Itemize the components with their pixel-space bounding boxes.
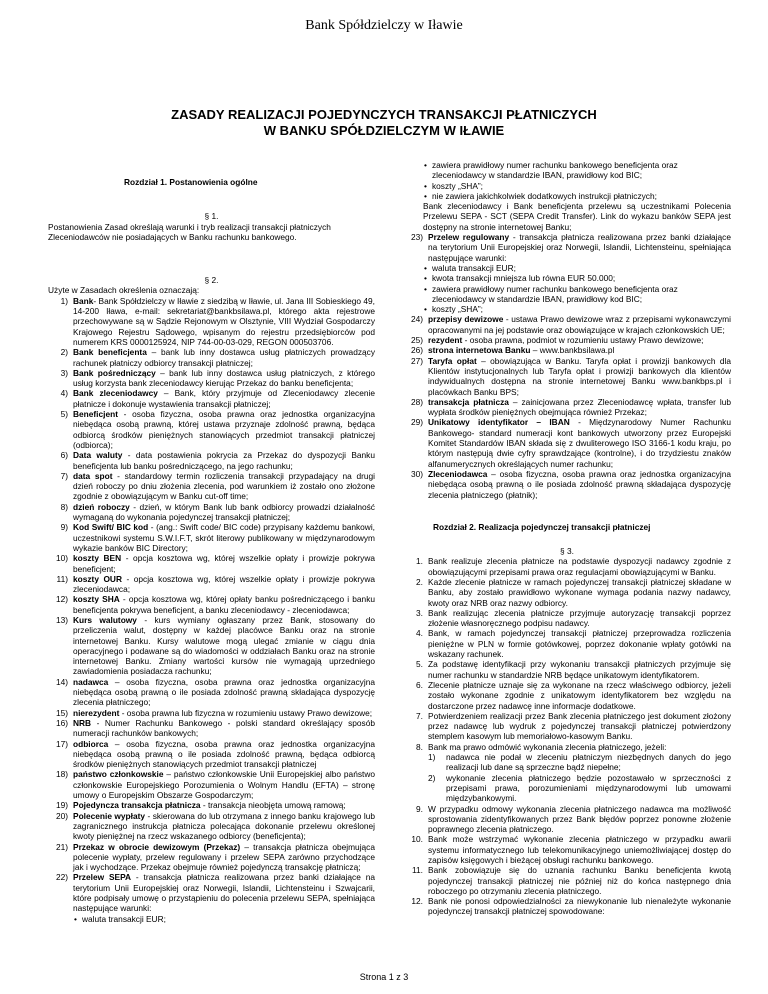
term-description: - osoba fizyczna, osoba prawna oraz jednostka organizacyjna niebędąca osobą prawną, której ustawa przyznaje zdolność prawną, będąca odbiorcą środków pieniężnych stanowiących przedmiot transakcji płatniczej (odbiorca); xyxy=(73,409,375,450)
item-number: 30) xyxy=(410,468,423,479)
item-text: Potwierdzeniem realizacji przez Bank zlecenia płatniczego jest dokument złożony przez nadawcę lub wydruk z pojedynczej transakcji płatniczej potwierdzony stemplem kasowym lub memoriałowo-kasowym Banku. xyxy=(428,710,731,742)
term: Bank pośredniczący xyxy=(73,367,156,378)
term-description: - skierowana do lub otrzymana z innego banku krajowego lub zagranicznego instrukcja płatnicza polecająca dokonanie przelewu określonej kwoty pieniężnej na rzecz wskazanego odbiorcy (beneficjenta); xyxy=(73,810,375,842)
item-text: wykonanie zlecenia płatniczego będzie pozostawało w sprzeczności z przepisami prawa, porozumieniami międzynarodowymi lub umowami międzybankowymi. xyxy=(446,772,731,804)
term-description: - transakcja płatnicza realizowana przez banki działające na terytorium Unii Europejskiej oraz Norwegii, Islandii, Lichtensteinu, spełniająca następujące warunki: xyxy=(428,232,731,263)
term-description: - (ang.: Swift code/ BIC code) przypisany każdemu bankowi, uczestnikowi systemu S.W.I.F.T, skrót literowy publikowany w międzynarodowym wykazie banków BIC Directory; xyxy=(73,522,375,553)
paragraph-3-list xyxy=(403,556,731,752)
definitions-list xyxy=(48,296,375,914)
term: NRB xyxy=(73,717,92,728)
term-description: – osoba fizyczna, osoba prawna oraz jednostka organizacyjna niebędąca osobą prawną o ile posiada zdolność prawną składająca dyspozycję zlecenia płatniczego; xyxy=(73,676,375,708)
item-number: 12) xyxy=(55,594,68,605)
page-footer: Strona 1 z 3 xyxy=(359,972,409,982)
term-description: - ustawa Prawo dewizowe wraz z przepisami wykonawczymi opracowanymi na jej podstawie oraz obowiązujące w krajach członkowskich UE; xyxy=(428,314,731,335)
term-description: - transakcja płatnicza realizowana przez banki działające na terytorium Unii Europejskiej oraz Norwegii, Islandii, Lichtensteinu i Szwajcarii, które podpisały umowę o przystąpieniu do polecenia przelewu SEPA, spełniająca następujące warunki: xyxy=(73,872,375,914)
term: koszty BEN xyxy=(73,553,122,564)
term: transakcja płatnicza xyxy=(428,396,509,407)
list-item xyxy=(403,314,731,335)
paragraph-3-list-cont xyxy=(403,804,731,917)
item-number: 15) xyxy=(55,707,68,718)
item-number: 9) xyxy=(60,522,68,533)
item-number: 14) xyxy=(55,676,68,687)
def22-bullets xyxy=(73,914,375,924)
term-description: – Bank, który przyjmuje od Zleceniodawcy zlecenie płatnicze i dokonuje wystawienia transakcji płatniczej; xyxy=(73,388,375,409)
term: Polecenie wypłaty xyxy=(73,810,146,821)
item-text: Bank realizując zlecenia płatnicze przyjmuje autoryzację transakcji poprzez złożenie własnoręcznego podpisu nadawcy. xyxy=(428,607,731,629)
item-number: 4. xyxy=(416,628,423,639)
item-text: Bank może wstrzymać wykonanie zlecenia płatniczego w przypadku awarii systemu informatycznego lub telekomunikacyjnego uniemożliwiającej dostęp do zapisów księgowych i bieżącej obsługi rachunku bankowego. xyxy=(428,834,731,865)
list-item xyxy=(48,677,375,708)
item-number: 4) xyxy=(60,388,68,399)
term: Kurs walutowy xyxy=(73,614,137,625)
list-item xyxy=(403,628,731,659)
item-number: 17) xyxy=(55,738,68,749)
list-item xyxy=(428,752,731,773)
list-item xyxy=(48,522,375,553)
term-description: - data postawienia pokrycia za Przekaz do dyspozycji Banku beneficjenta lub banku pośredniczącego, na jego rachunku; xyxy=(73,450,375,471)
term-description: - dzień, w którym Bank lub bank odbiorcy prowadzi działalność wymaganą do wykonania pojedynczej transakcji płatniczej; xyxy=(73,501,375,523)
item-number: 22) xyxy=(55,872,68,883)
paragraph-2-heading: § 2. xyxy=(204,275,219,286)
term-description: - opcja kosztowa wg, której wszelkie opłaty i prowizje pokrywa zleceniodawca; xyxy=(73,573,376,595)
term: rezydent xyxy=(428,335,463,346)
term: Przekaz w obrocie dewizowym (Przekaz) xyxy=(73,841,241,852)
term: nierezydent xyxy=(73,707,120,718)
term: Pojedyncza transakcja płatnicza xyxy=(73,800,201,811)
term: Zleceniodawca xyxy=(428,468,488,479)
term: Bank xyxy=(73,295,94,306)
list-item xyxy=(403,345,731,355)
term: Unikatowy identyfikator – IBAN xyxy=(428,417,570,428)
list-item xyxy=(428,773,731,804)
item-number: 20) xyxy=(55,810,68,821)
item-text: nadawca nie podał w zleceniu płatniczym niezbędnych danych do jego realizacji lub dane są sprzeczne bądź niepełne; xyxy=(446,752,731,773)
list-item xyxy=(48,811,375,842)
term-description: - osoba prawna, podmiot w rozumieniu ustawy Prawo dewizowe; xyxy=(462,335,704,346)
item-number: 2. xyxy=(416,576,423,587)
definitions-list-right xyxy=(403,314,731,499)
list-item xyxy=(48,553,375,574)
item-text: W przypadku odmowy wykonania zlecenia płatniczego nadawca ma możliwość sprostowania zidentyfikowanych przez Bank błędów poprzez ponowne złożenie poprawnego zlecenia płatniczego. xyxy=(428,803,731,835)
item-text: Za podstawę identyfikacji przy wykonaniu transakcji płatniczych przyjmuje się numer rachunku w standardzie NRB będące unikatowym identyfikatorem. xyxy=(428,659,731,680)
item-number: 19) xyxy=(55,800,68,811)
term: odbiorca xyxy=(73,738,109,749)
list-item xyxy=(48,388,375,409)
term: państwo członkowskie xyxy=(73,769,164,780)
list-item xyxy=(48,872,375,913)
paragraph-3-heading: § 3. xyxy=(560,546,574,557)
item-number: 23) xyxy=(410,232,423,243)
list-item xyxy=(48,368,375,389)
term: Data waluty xyxy=(73,450,123,461)
list-item xyxy=(403,608,731,629)
list-item xyxy=(48,450,375,471)
sepa-note: Bank zleceniodawcy i Bank beneficjenta przelewu są uczestnikami Polecenia Przelewu SEPA - SCT (SEPA Credit Transfer). Link do wykazu banków SEPA jest dostępny na stronie internetowej Banku; xyxy=(423,201,731,232)
list-item xyxy=(48,471,375,502)
term-description: – państwo członkowskie Unii Europejskiej albo państwo członkowskie Europejskiego Porozumienia o Wolnym Handlu (EFTA) – stronę umowy o Europejskim Obszarze Gospodarczym; xyxy=(73,769,375,801)
item-number: 25) xyxy=(410,335,423,346)
list-item: • kwota transakcji mniejsza lub równa EUR 50.000; xyxy=(423,273,731,283)
item-text: Bank realizuje zlecenia płatnicze na podstawie dyspozycji nadawcy zgodnie z obowiązującymi przepisami prawa oraz regulacjami obowiązującymi w Banku. xyxy=(428,556,731,577)
list-item: • koszty „SHA”; xyxy=(423,181,731,191)
list-item: • waluta transakcji EUR; xyxy=(423,263,731,273)
term-description: - opcja kosztowa wg, której wszelkie opłaty i prowizje pokrywa beneficjent; xyxy=(73,553,375,574)
def22-bullets-cont xyxy=(423,160,731,201)
document-title xyxy=(0,107,768,139)
list-item xyxy=(48,842,375,873)
term-description: – zainicjowana przez Zleceniodawcę wpłata, transfer lub wypłata środków pieniężnych obejmująca również Przekaz; xyxy=(428,396,731,418)
list-item xyxy=(48,769,375,800)
item-number: 11) xyxy=(56,573,68,584)
list-item: • zawiera prawidłowy numer rachunku bankowego beneficjenta oraz zleceniodawcy w standardzie IBAN, prawidłowy kod BIC; xyxy=(423,284,731,305)
item-number: 3. xyxy=(416,607,423,618)
item-number: 2) xyxy=(428,772,436,783)
list-item xyxy=(403,417,731,468)
list-item: • waluta transakcji EUR; xyxy=(73,914,375,924)
term-description: – osoba fizyczna, osoba prawna oraz jednostka organizacyjna niebędąca osobą prawną o ile posiada zdolność prawną składająca dyspozycję zlecenia płatniczego (płatnik); xyxy=(428,468,731,500)
term: Przelew regulowany xyxy=(428,232,510,243)
list-item: • zawiera prawidłowy numer rachunku bankowego beneficjenta oraz zleceniodawcy w standardzie IBAN, prawidłowy kod BIC; xyxy=(423,160,731,181)
term-description: – www.bankbsilawa.pl xyxy=(530,345,615,356)
term-description: - Bank Spółdzielczy w Iławie z siedzibą w Iławie, ul. Jana III Sobieskiego 49, 14-200 Iława, e-mail: sekretariat@bankbsilawa.pl, którego akta rejestrowe przechowywane są w Sądzie Rejonowym w Olsztynie, VIII Wydział Gospodarczy Krajowego Rejestru Sądowego, wpisanym do rejestru przedsiębiorców pod numerem KRS 0000125924, NIP 744-00-03-029, REGON 000503706. xyxy=(73,295,375,347)
term-description: - transakcja nieobjęta umową ramową; xyxy=(200,800,346,811)
title-line-1: ZASADY REALIZACJI POJEDYNCZYCH TRANSAKCJI PŁATNICZYCH xyxy=(171,107,597,122)
list-item xyxy=(48,739,375,770)
list-item xyxy=(48,296,375,347)
list-item xyxy=(48,615,375,677)
term: dzień roboczy xyxy=(73,501,130,512)
item-number: 7) xyxy=(60,470,68,481)
item-text: Bank nie ponosi odpowiedzialności za niewykonanie lub nienależyte wykonanie pojedynczej transakcji płatniczej spowodowane: xyxy=(428,896,731,917)
item-number: 8. xyxy=(416,741,423,752)
list-item xyxy=(403,397,731,418)
paragraph-2-intro: Użyte w Zasadach określenia oznaczają: xyxy=(48,285,200,296)
list-item: • nie zawiera jakichkolwiek dodatkowych instrukcji płatniczych; xyxy=(423,191,731,201)
def23-bullets xyxy=(423,263,731,314)
term-description: – bank lub inny dostawca usług płatniczych prowadzący rachunek płatniczy odbiorcy transakcji płatniczej; xyxy=(73,347,375,368)
term-description: - opcja kosztowa wg, której opłaty banku pośredniczącego i banku beneficjenta pokrywa beneficjent, a banku zleceniodawcy - zleceniodawca; xyxy=(73,594,376,615)
list-item xyxy=(48,347,375,368)
paragraph-1-heading: § 1. xyxy=(204,211,219,222)
item-number: 26) xyxy=(410,345,423,356)
list-item xyxy=(403,834,731,865)
list-item xyxy=(48,800,375,810)
item-text: Zlecenie płatnicze uznaje się za wykonane na rzecz właściwego odbiorcy, jeżeli zostało wykonane zgodnie z unikatowym identyfikatorem bez względu na dostarczone przez nadawcę inne informacje dodatkowe. xyxy=(428,679,731,711)
item-number: 1) xyxy=(428,752,436,763)
term-description: - Numer Rachunku Bankowego - polski standard określający sposób numeracji rachunków bankowych; xyxy=(73,717,375,739)
term: Bank zleceniodawcy xyxy=(73,388,158,399)
term: Kod Swift/ BIC kod xyxy=(73,522,149,533)
term: Taryfa opłat xyxy=(428,355,477,366)
list-item xyxy=(403,896,731,917)
list-item xyxy=(48,708,375,718)
item-text: Bank, w ramach pojedynczej transakcji płatniczej przeprowadza rozliczenia pieniężne w PLN w formie gotówkowej, poprzez dokonanie wpłaty gotówki na wskazany rachunek. xyxy=(428,628,731,660)
definition-23 xyxy=(403,232,731,263)
item-number: 29) xyxy=(410,417,423,428)
item-number: 10) xyxy=(55,553,68,564)
term-description: – transakcja płatnicza obejmująca polecenie wypłaty, przelew regulowany i przelew SEPA zarówno przychodzące jak i wychodzące. Przekaz obejmuje również pojedynczą transakcję płatniczą; xyxy=(73,841,375,873)
item-number: 8) xyxy=(60,501,68,512)
item-text: Każde zlecenie płatnicze w ramach pojedynczej transakcji płatniczej składane w Banku, aby zostało prawidłowo wykonane wymaga podania nazwy nadawcy, kwoty oraz NRB oraz nazwy odbiorcy. xyxy=(428,576,731,608)
item-number: 16) xyxy=(55,717,68,728)
list-item xyxy=(403,335,731,345)
item-number: 2) xyxy=(60,347,68,358)
item-number: 6) xyxy=(60,450,68,461)
list-item xyxy=(48,409,375,450)
item-number: 1) xyxy=(60,295,68,306)
item-number: 5. xyxy=(416,659,423,670)
item-number: 28) xyxy=(410,396,423,407)
list-item xyxy=(403,804,731,835)
list-item xyxy=(403,469,731,500)
right-column xyxy=(403,160,731,917)
term: koszty SHA xyxy=(73,594,120,605)
term: Beneficjent xyxy=(73,409,118,420)
section-heading-1: Rozdział 1. Postanowienia ogólne xyxy=(124,177,258,187)
term: Bank beneficjenta xyxy=(73,347,147,358)
left-column xyxy=(48,160,375,924)
item-number: 5) xyxy=(60,409,68,420)
item-number: 10. xyxy=(411,834,423,845)
list-item xyxy=(403,577,731,608)
term: strona internetowa Banku xyxy=(428,345,531,356)
item-number: 6. xyxy=(416,679,423,690)
item-number: 21) xyxy=(55,841,68,852)
item-number: 7. xyxy=(416,710,423,721)
term-description: - Międzynarodowy Numer Rachunku Bankowego- standard numeracji kont bankowych utworzony przez Europejski Komitet Standardów IBAN składa się z dwuliterowego ISO 3166-1 kodu kraju, po którym następują dwie cyfry sprawdzające (kontrolne), i do trzydziestu znaków alfanumerycznych określających numer rachunku; xyxy=(428,417,731,469)
list-item xyxy=(48,718,375,739)
item-number: 24) xyxy=(410,314,423,325)
list-item xyxy=(403,711,731,742)
list-item xyxy=(403,865,731,896)
list-item xyxy=(403,680,731,711)
item-number: 9. xyxy=(416,803,423,814)
item-text: Bank ma prawo odmówić wykonania zlecenia płatniczego, jeżeli: xyxy=(428,741,667,752)
list-item: • koszty „SHA”; xyxy=(423,304,731,314)
term-description: - standardowy termin rozliczenia transakcji przypadający na drugi dzień roboczy po dniu złożenia zlecenia, pod warunkiem iż zostało ono złożone zgodnie z obowiązującym w Banku cut-off time; xyxy=(73,470,375,502)
term: nadawca xyxy=(73,676,109,687)
page-header: Bank Spółdzielczy w Iławie xyxy=(305,18,463,33)
list-item xyxy=(403,232,731,263)
item-number: 13) xyxy=(55,614,68,625)
term-description: – obowiązująca w Banku. Taryfa opłat i prowizji bankowych dla Klientów instytucjonalnych lub Taryfa opłat i prowizji bankowych dla klientów indywidualnych dostępna na stronie internetowej Banku www.bankbps.pl i placówkach Banku BPS; xyxy=(428,355,731,397)
item-number: 18) xyxy=(55,769,68,780)
list-item xyxy=(403,356,731,397)
list-item xyxy=(403,742,731,752)
item-text: Bank zobowiązuje się do uznania rachunku Banku beneficjenta kwotą pojedynczej transakcji płatniczej nie później niż do końca następnego dnia roboczego po otrzymaniu zlecenia płatniczego. xyxy=(428,865,731,896)
item-number: 11. xyxy=(412,865,423,876)
item-number: 3) xyxy=(60,367,68,378)
term-description: – osoba fizyczna, osoba prawna oraz jednostka organizacyjna niebędąca osobą prawną o ile posiada zdolność prawną, będąca odbiorcą środków pieniężnych stanowiących przedmiot transakcji płatniczej xyxy=(73,738,375,770)
term: przepisy dewizowe xyxy=(428,314,504,325)
list-item xyxy=(48,574,375,595)
section-heading-2: Rozdział 2. Realizacja pojedynczej transakcji płatniczej xyxy=(433,521,651,532)
item-number: 27) xyxy=(410,355,423,366)
term: koszty OUR xyxy=(73,573,122,584)
list-item xyxy=(48,502,375,523)
term-description: – bank lub inny dostawca usług płatniczych, z którego usług korzysta bank zleceniodawcy kierując Przekaz do banku beneficjenta; xyxy=(73,367,375,389)
item-number: 1. xyxy=(416,556,423,567)
list-item xyxy=(48,594,375,615)
list-item xyxy=(403,556,731,577)
term: Przelew SEPA xyxy=(73,872,132,883)
paragraph-1-text: Postanowienia Zasad określają warunki i tryb realizacji transakcji płatniczych Zleceniodawców nie posiadających w Banku rachunku bankowego. xyxy=(48,221,331,242)
term-description: - kurs wymiany ogłaszany przez Bank, stosowany do przeliczenia walut, dostępny w każdej placówce Banku oraz na stronie internetowej Banku. Kursy walutowe mogą ulegać zmianie w ciągu dnia operacyjnego i podawane są do wiadomości w oddziałach Banku oraz na stronie internetowej Banku. Zmiany wartości kursów nie wymagają uprzedniego zawiadomienia posiadacza rachunku; xyxy=(73,614,375,677)
term-description: - osoba prawna lub fizyczna w rozumieniu ustawy Prawo dewizowe; xyxy=(119,707,373,718)
list-item xyxy=(403,659,731,680)
paragraph-3-sublist xyxy=(428,752,731,803)
item-number: 12. xyxy=(411,896,423,907)
title-line-2: W BANKU SPÓŁDZIELCZYM W IŁAWIE xyxy=(263,123,505,138)
term: data spot xyxy=(73,470,113,481)
